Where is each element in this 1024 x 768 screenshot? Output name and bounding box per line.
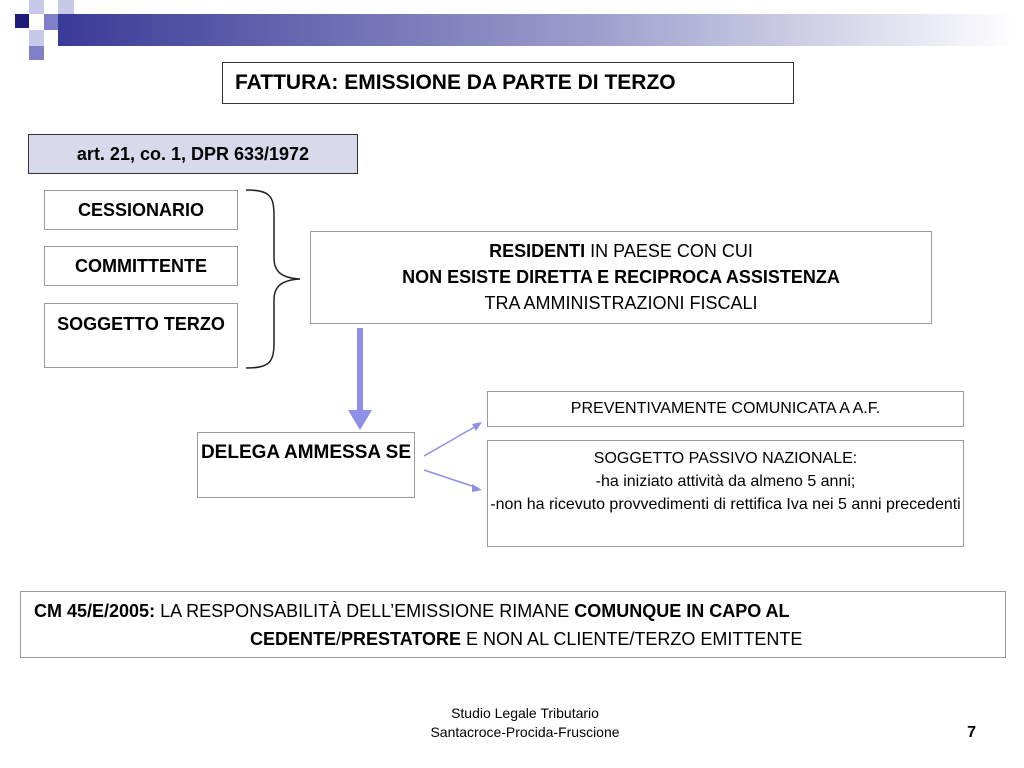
- residents-text: IN PAESE CON CUI: [585, 241, 753, 261]
- slide-title: FATTURA: EMISSIONE DA PARTE DI TERZO: [222, 62, 794, 104]
- note-text-1: LA RESPONSABILITÀ DELL’EMISSIONE RIMANE: [155, 601, 575, 621]
- footer: [380, 704, 670, 742]
- role-committente: COMMITTENTE: [44, 246, 238, 286]
- footer-line-2: Santacroce-Procida-Fruscione: [430, 724, 620, 740]
- note-bold-3: PRESTATORE: [341, 629, 462, 649]
- role-soggetto-terzo: SOGGETTO TERZO: [44, 303, 238, 368]
- note-bold-1: COMUNQUE IN CAPO AL: [574, 601, 790, 621]
- note-text-2: E NON AL CLIENTE/TERZO EMITTENTE: [461, 629, 803, 649]
- curly-brace: [240, 186, 310, 372]
- footer-line-1: Studio Legale Tributario: [451, 705, 599, 721]
- down-arrow: [340, 326, 380, 434]
- no-assistance-text: NON ESISTE DIRETTA E RECIPROCA ASSISTENZA: [402, 267, 840, 287]
- condition-communicated: PREVENTIVAMENTE COMUNICATA A A.F.: [487, 391, 964, 427]
- law-reference: art. 21, co. 1, DPR 633/1972: [28, 134, 358, 174]
- condition-line-2: -ha iniziato attività da almeno 5 anni;: [595, 473, 856, 490]
- condition-national-subject: [487, 440, 964, 547]
- circular-note: [20, 591, 1006, 658]
- delega-box: DELEGA AMMESSA SE: [197, 432, 415, 498]
- slide-header-graphic: [0, 0, 1024, 62]
- condition-line-1: SOGGETTO PASSIVO NAZIONALE:: [593, 450, 858, 467]
- note-sep: /: [336, 629, 342, 649]
- condition-line-3: -non ha ricevuto provvedimenti di rettifica Iva nei 5 anni precedenti: [490, 496, 961, 513]
- note-bold-2: CEDENTE: [250, 629, 337, 649]
- role-cessionario: CESSIONARIO: [44, 190, 238, 230]
- page-number: 7: [967, 724, 976, 741]
- tax-admin-text: TRA AMMINISTRAZIONI FISCALI: [484, 293, 758, 313]
- note-ref: CM 45/E/2005:: [34, 601, 156, 621]
- residents-bold: RESIDENTI: [489, 241, 586, 261]
- branch-arrows: [420, 418, 486, 498]
- residents-condition: [310, 231, 932, 324]
